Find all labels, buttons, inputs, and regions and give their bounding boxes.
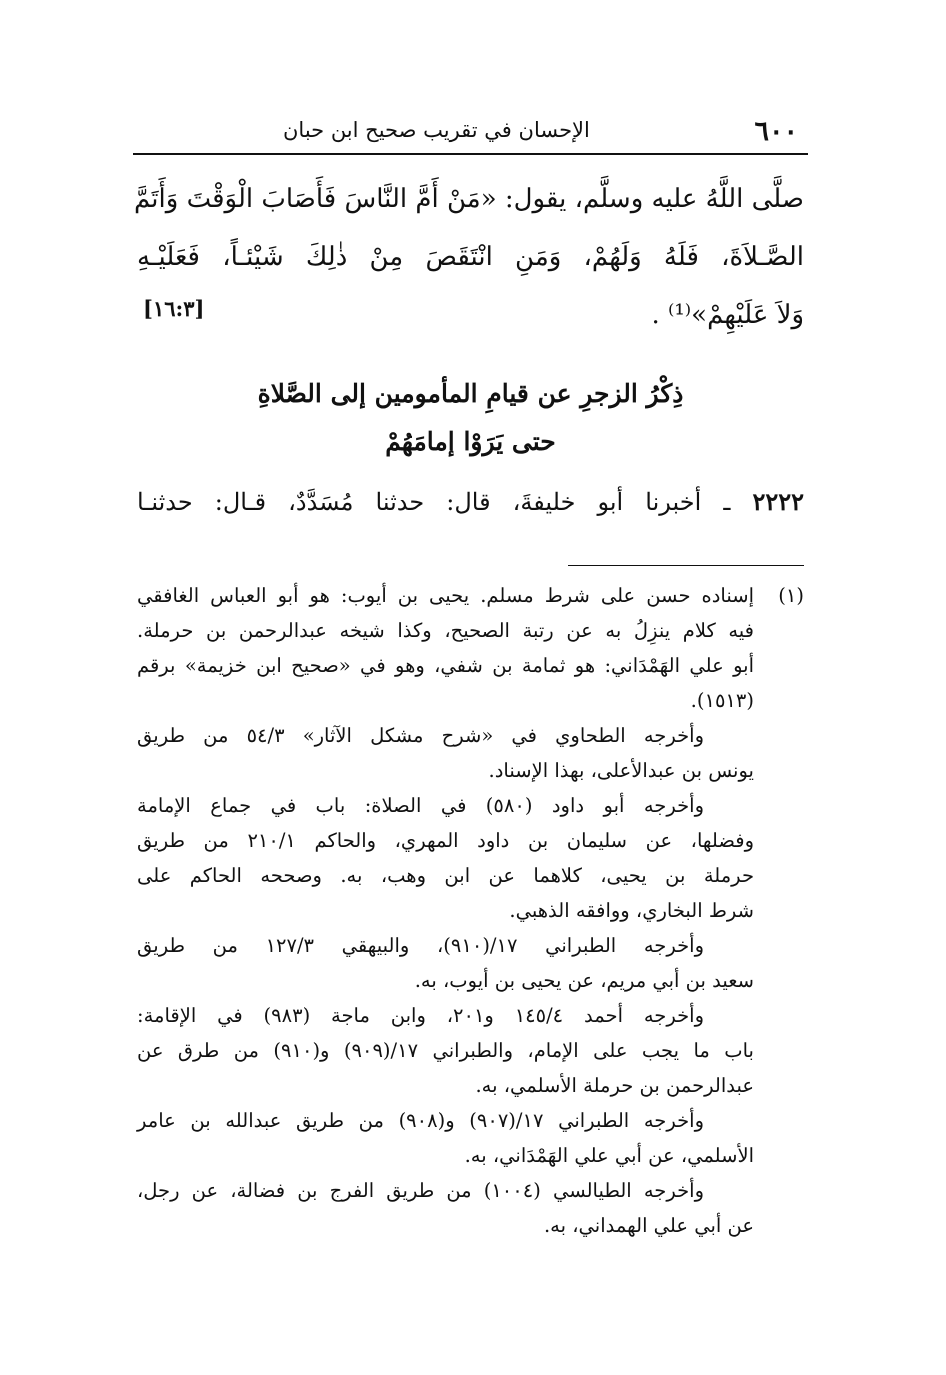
- footnote-line: وأخرجه الطبراني ١٧/(٩١٠)، والبيهقي ١٢٧/٣ من طريق: [137, 934, 705, 957]
- footnote-line: وأخرجه الطبراني ١٧/(٩٠٧) و(٩٠٨) من طريق عبدالله بن عامر: [137, 1109, 704, 1132]
- hadith-line: [137, 482, 804, 522]
- main-text-line: الصَّـلاَةَ، فَلَهُ وَلَهُمْ، وَمَنِ انْتَقَصَ مِنْ ذٰلِكَ شَيْئـاً، فَعَلَيْـهِ: [137, 242, 804, 272]
- footnote-line: وأخرجه الطيالسي (١٠٠٤) من طريق الفرج بن فضالة، عن رجل،: [137, 1179, 704, 1202]
- footnote-paragraph: [137, 718, 804, 788]
- running-header: [133, 112, 808, 152]
- footnote-line: إسناده حسن على شرط مسلم. يحيى بن أيوب: هو أبو العباس الغافقي: [137, 584, 754, 607]
- footnote-line: وأخرجه الطحاوي في «شرح مشكل الآثار» ٥٤/٣ من طريق: [137, 724, 705, 747]
- footnote-paragraph: [137, 788, 804, 928]
- footnote-paragraph: [137, 1103, 804, 1173]
- footnotes: [137, 578, 804, 1243]
- main-text-line: صلَّى اللَّهُ عليه وسلَّم، يقول: «مَنْ أَمَّ النَّاسَ فَأَصَابَ الْوَقْتَ وَأَتَمَّ: [134, 184, 804, 214]
- header-rule: [133, 153, 808, 155]
- footnote-separator: [568, 565, 804, 566]
- footnote-line: باب ما يجب على الإمام، والطبراني ١٧/(٩٠٩) و(٩١٠) من طرق عن: [137, 1039, 754, 1062]
- hadith-number: ٢٢٢٢: [752, 487, 804, 516]
- hadith-reference: [١٦:٣]: [143, 296, 205, 321]
- footnote-line: فيه كلام ينزِلُ به عن رتبة الصحيح، وكذا شيخه عبدالرحمن بن حرملة.: [137, 619, 754, 642]
- chapter-heading: [133, 370, 808, 466]
- chapter-heading-line: ذِكْرُ الزجرِ عن قيامِ المأمومين إلى الصَّلاةِ: [257, 379, 684, 408]
- footnote-paragraph: [137, 578, 804, 718]
- main-text-line: وَلاَ عَلَيْهِمْ»⁽¹⁾ .: [651, 300, 804, 330]
- chapter-heading-line: حتى يَرَوْا إمامَهُمْ: [385, 427, 556, 456]
- footnote-line: (١٥١٣).: [690, 689, 754, 712]
- page-number: ٦٠٠: [754, 116, 798, 147]
- footnote-line: أبو علي الهَمْدَاني: هو ثمامة بن شفي، وهو في «صحيح ابن خزيمة» برقم: [137, 654, 754, 677]
- main-text: [134, 170, 804, 344]
- footnote-line: وأخرجه أحمد ١٤٥/٤ و٢٠١، وابن ماجة (٩٨٣) في الإقامة:: [137, 1004, 704, 1027]
- hadith-text: ـ أخبرنا أبو خليفةَ، قال: حدثنا مُسَدَّدٌ، قـال: حدثنـا: [137, 488, 731, 516]
- footnote-line: عبدالرحمن بن حرملة الأسلمي، به.: [475, 1074, 754, 1097]
- footnote-line: حرملة بن يحيى، كلاهما عن ابن وهب، به. وصححه الحاكم على: [137, 864, 754, 887]
- footnote-line: وأخرجه أبو داود (٥٨٠) في الصلاة: باب في جماع الإمامة: [137, 794, 704, 817]
- footnote-paragraph: [137, 928, 804, 998]
- footnote-marker: (١): [778, 584, 804, 607]
- running-title: الإحسان في تقريب صحيح ابن حبان: [283, 118, 590, 142]
- footnote-paragraph: [137, 1173, 804, 1243]
- footnote-paragraph: [137, 998, 804, 1103]
- footnote-line: شرط البخاري، ووافقه الذهبي.: [509, 899, 754, 922]
- footnote-line: الأسلمي، عن أبي علي الهَمْدَاني، به.: [464, 1144, 754, 1167]
- footnote-line: سعيد بن أبي مريم، عن يحيى بن أيوب، به.: [414, 969, 754, 992]
- footnote-line: وفضلها، عن سليمان بن داود المهري، والحاكم ٢١٠/١ من طريق: [137, 829, 755, 852]
- footnote-line: عن أبي علي الهمداني، به.: [543, 1214, 754, 1237]
- footnote-line: يونس بن عبدالأعلى، بهذا الإسناد.: [488, 759, 754, 782]
